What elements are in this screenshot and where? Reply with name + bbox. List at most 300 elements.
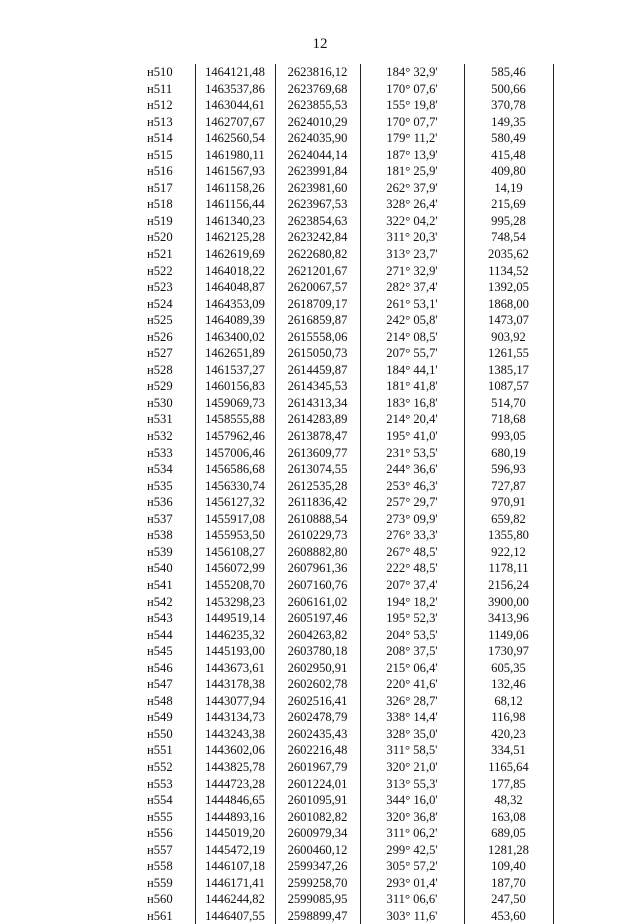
direction-angle-cell: 242° 05,8' (360, 312, 464, 329)
distance-cell: 334,51 (464, 742, 553, 759)
x-coordinate-cell: 1464353,09 (195, 296, 275, 313)
point-name-cell: н522 (147, 263, 173, 278)
distance-cell: 187,70 (464, 875, 553, 892)
distance-cell: 3900,00 (464, 594, 553, 611)
table-row (123, 411, 553, 428)
y-coordinate-cell: 2607961,36 (275, 560, 360, 577)
y-coordinate-cell: 2607160,76 (275, 577, 360, 594)
y-coordinate-cell: 2613074,55 (275, 461, 360, 478)
table-row (123, 478, 553, 495)
point-name-cell: н536 (147, 495, 173, 510)
distance-cell: 748,54 (464, 229, 553, 246)
point-name-cell: н557 (147, 842, 173, 857)
x-coordinate-cell: 1461567,93 (195, 163, 275, 180)
x-coordinate-cell: 1457962,46 (195, 428, 275, 445)
distance-cell: 247,50 (464, 891, 553, 908)
table-row (123, 842, 553, 859)
point-name-cell: н526 (147, 329, 173, 344)
point-name-cell: н543 (147, 611, 173, 626)
distance-cell: 727,87 (464, 478, 553, 495)
distance-cell: 993,05 (464, 428, 553, 445)
x-coordinate-cell: 1462619,69 (195, 246, 275, 263)
y-coordinate-cell: 2600979,34 (275, 825, 360, 842)
point-name-cell: н545 (147, 644, 173, 659)
y-coordinate-cell: 2614345,53 (275, 378, 360, 395)
table-row (123, 676, 553, 693)
point-name-cell: н541 (147, 577, 173, 592)
point-name-cell: н517 (147, 180, 173, 195)
direction-angle-cell: 344° 16,0' (360, 792, 464, 809)
x-coordinate-cell: 1464121,48 (195, 64, 275, 81)
distance-cell: 596,93 (464, 461, 553, 478)
distance-cell: 995,28 (464, 213, 553, 230)
x-coordinate-cell: 1446235,32 (195, 627, 275, 644)
y-coordinate-cell: 2606161,02 (275, 594, 360, 611)
x-coordinate-cell: 1460156,83 (195, 378, 275, 395)
direction-angle-cell: 313° 23,7' (360, 246, 464, 263)
y-coordinate-cell: 2602478,79 (275, 709, 360, 726)
y-coordinate-cell: 2602435,43 (275, 726, 360, 743)
direction-angle-cell: 271° 32,9' (360, 263, 464, 280)
distance-cell: 3413,96 (464, 610, 553, 627)
table-row (123, 643, 553, 660)
table-row (123, 213, 553, 230)
y-coordinate-cell: 2616859,87 (275, 312, 360, 329)
y-coordinate-cell: 2599085,95 (275, 891, 360, 908)
table-row (123, 776, 553, 793)
direction-angle-cell: 214° 08,5' (360, 329, 464, 346)
direction-angle-cell: 207° 55,7' (360, 345, 464, 362)
distance-cell: 1392,05 (464, 279, 553, 296)
table-row (123, 726, 553, 743)
table-row (123, 792, 553, 809)
x-coordinate-cell: 1464018,22 (195, 263, 275, 280)
x-coordinate-cell: 1463400,02 (195, 329, 275, 346)
y-coordinate-cell: 2599347,26 (275, 858, 360, 875)
point-name-cell: н556 (147, 826, 173, 841)
distance-cell: 2035,62 (464, 246, 553, 263)
table-row (123, 627, 553, 644)
point-name-cell: н551 (147, 743, 173, 758)
point-name-cell: н510 (147, 65, 173, 79)
x-coordinate-cell: 1446244,82 (195, 891, 275, 908)
table-row (123, 693, 553, 710)
coordinates-table-container (123, 64, 553, 923)
table-row (123, 560, 553, 577)
y-coordinate-cell: 2623769,68 (275, 81, 360, 98)
distance-cell: 420,23 (464, 726, 553, 743)
point-name-cell: н555 (147, 809, 173, 824)
direction-angle-cell: 267° 48,5' (360, 544, 464, 561)
table-row (123, 891, 553, 908)
y-coordinate-cell: 2602602,78 (275, 676, 360, 693)
table-row (123, 577, 553, 594)
y-coordinate-cell: 2601095,91 (275, 792, 360, 809)
table-row (123, 296, 553, 313)
point-name-cell: н533 (147, 445, 173, 460)
y-coordinate-cell: 2624035,90 (275, 130, 360, 147)
point-name-cell: н524 (147, 296, 173, 311)
direction-angle-cell: 207° 37,4' (360, 577, 464, 594)
x-coordinate-cell: 1461537,27 (195, 362, 275, 379)
distance-cell: 605,35 (464, 660, 553, 677)
table-row (123, 511, 553, 528)
y-coordinate-cell: 2624010,29 (275, 114, 360, 131)
y-coordinate-cell: 2604263,82 (275, 627, 360, 644)
table-row (123, 858, 553, 875)
distance-cell: 116,98 (464, 709, 553, 726)
table-row (123, 114, 553, 131)
point-name-cell: н534 (147, 462, 173, 477)
table-row (123, 196, 553, 213)
point-name-cell: н554 (147, 793, 173, 808)
direction-angle-cell: 311° 58,5' (360, 742, 464, 759)
direction-angle-cell: 231° 53,5' (360, 445, 464, 462)
distance-cell: 580,49 (464, 130, 553, 147)
direction-angle-cell: 257° 29,7' (360, 494, 464, 511)
x-coordinate-cell: 1461980,11 (195, 147, 275, 164)
x-coordinate-cell: 1443673,61 (195, 660, 275, 677)
point-name-cell: н548 (147, 693, 173, 708)
y-coordinate-cell: 2623981,60 (275, 180, 360, 197)
y-coordinate-cell: 2602516,41 (275, 693, 360, 710)
distance-cell: 149,35 (464, 114, 553, 131)
point-name-cell: н513 (147, 114, 173, 129)
point-name-cell: н549 (147, 710, 173, 725)
x-coordinate-cell: 1445193,00 (195, 643, 275, 660)
table-row (123, 610, 553, 627)
direction-angle-cell: 170° 07,7' (360, 114, 464, 131)
y-coordinate-cell: 2613878,47 (275, 428, 360, 445)
distance-cell: 453,60 (464, 908, 553, 924)
direction-angle-cell: 194° 18,2' (360, 594, 464, 611)
table-row (123, 378, 553, 395)
direction-angle-cell: 183° 16,8' (360, 395, 464, 412)
x-coordinate-cell: 1443243,38 (195, 726, 275, 743)
y-coordinate-cell: 2623816,12 (275, 64, 360, 81)
direction-angle-cell: 170° 07,6' (360, 81, 464, 98)
y-coordinate-cell: 2614459,87 (275, 362, 360, 379)
x-coordinate-cell: 1445472,19 (195, 842, 275, 859)
x-coordinate-cell: 1444846,65 (195, 792, 275, 809)
y-coordinate-cell: 2600460,12 (275, 842, 360, 859)
direction-angle-cell: 303° 11,6' (360, 908, 464, 924)
direction-angle-cell: 338° 14,4' (360, 709, 464, 726)
y-coordinate-cell: 2602950,91 (275, 660, 360, 677)
y-coordinate-cell: 2613609,77 (275, 445, 360, 462)
distance-cell: 1087,57 (464, 378, 553, 395)
point-name-cell: н547 (147, 677, 173, 692)
distance-cell: 409,80 (464, 163, 553, 180)
y-coordinate-cell: 2623242,84 (275, 229, 360, 246)
distance-cell: 903,92 (464, 329, 553, 346)
table-row (123, 594, 553, 611)
distance-cell: 370,78 (464, 97, 553, 114)
direction-angle-cell: 305° 57,2' (360, 858, 464, 875)
direction-angle-cell: 187° 13,9' (360, 147, 464, 164)
y-coordinate-cell: 2605197,46 (275, 610, 360, 627)
table-row (123, 908, 553, 924)
x-coordinate-cell: 1443825,78 (195, 759, 275, 776)
table-row (123, 147, 553, 164)
distance-cell: 585,46 (464, 64, 553, 81)
distance-cell: 1178,11 (464, 560, 553, 577)
point-name-cell: н558 (147, 859, 173, 874)
table-row (123, 81, 553, 98)
y-coordinate-cell: 2623991,84 (275, 163, 360, 180)
distance-cell: 922,12 (464, 544, 553, 561)
x-coordinate-cell: 1461156,44 (195, 196, 275, 213)
table-row (123, 163, 553, 180)
x-coordinate-cell: 1462651,89 (195, 345, 275, 362)
y-coordinate-cell: 2611836,42 (275, 494, 360, 511)
direction-angle-cell: 184° 44,1' (360, 362, 464, 379)
direction-angle-cell: 299° 42,5' (360, 842, 464, 859)
distance-cell: 1134,52 (464, 263, 553, 280)
table-row (123, 329, 553, 346)
point-name-cell: н540 (147, 561, 173, 576)
point-name-cell: н525 (147, 313, 173, 328)
x-coordinate-cell: 1456108,27 (195, 544, 275, 561)
x-coordinate-cell: 1464048,87 (195, 279, 275, 296)
distance-cell: 14,19 (464, 180, 553, 197)
table-row (123, 395, 553, 412)
point-name-cell: н523 (147, 280, 173, 295)
y-coordinate-cell: 2618709,17 (275, 296, 360, 313)
y-coordinate-cell: 2623855,53 (275, 97, 360, 114)
x-coordinate-cell: 1446407,55 (195, 908, 275, 924)
distance-cell: 659,82 (464, 511, 553, 528)
point-name-cell: н561 (147, 908, 173, 923)
point-name-cell: н537 (147, 511, 173, 526)
point-name-cell: н516 (147, 164, 173, 179)
x-coordinate-cell: 1463044,61 (195, 97, 275, 114)
table-row (123, 660, 553, 677)
y-coordinate-cell: 2608882,80 (275, 544, 360, 561)
x-coordinate-cell: 1449519,14 (195, 610, 275, 627)
table-row (123, 809, 553, 826)
direction-angle-cell: 326° 28,7' (360, 693, 464, 710)
point-name-cell: н512 (147, 98, 173, 113)
distance-cell: 718,68 (464, 411, 553, 428)
y-coordinate-cell: 2623854,63 (275, 213, 360, 230)
point-name-cell: н515 (147, 147, 173, 162)
y-coordinate-cell: 2598899,47 (275, 908, 360, 924)
x-coordinate-cell: 1456586,68 (195, 461, 275, 478)
y-coordinate-cell: 2621201,67 (275, 263, 360, 280)
direction-angle-cell: 195° 41,0' (360, 428, 464, 445)
distance-cell: 1385,17 (464, 362, 553, 379)
table-row (123, 544, 553, 561)
table-row (123, 362, 553, 379)
table-row (123, 428, 553, 445)
table-row (123, 461, 553, 478)
x-coordinate-cell: 1455208,70 (195, 577, 275, 594)
table-row (123, 64, 553, 81)
table-row (123, 527, 553, 544)
table-row (123, 97, 553, 114)
direction-angle-cell: 320° 21,0' (360, 759, 464, 776)
point-name-cell: н519 (147, 213, 173, 228)
y-coordinate-cell: 2615558,06 (275, 329, 360, 346)
y-coordinate-cell: 2622680,82 (275, 246, 360, 263)
point-name-cell: н518 (147, 197, 173, 212)
point-name-cell: н514 (147, 131, 173, 146)
coordinates-table-body (123, 64, 553, 924)
point-name-cell: н532 (147, 429, 173, 444)
table-row (123, 345, 553, 362)
direction-angle-cell: 179° 11,2' (360, 130, 464, 147)
x-coordinate-cell: 1456072,99 (195, 560, 275, 577)
direction-angle-cell: 311° 06,6' (360, 891, 464, 908)
y-coordinate-cell: 2602216,48 (275, 742, 360, 759)
table-row (123, 742, 553, 759)
distance-cell: 500,66 (464, 81, 553, 98)
direction-angle-cell: 313° 55,3' (360, 776, 464, 793)
table-row (123, 494, 553, 511)
x-coordinate-cell: 1444893,16 (195, 809, 275, 826)
y-coordinate-cell: 2614313,34 (275, 395, 360, 412)
table-row (123, 445, 553, 462)
direction-angle-cell: 261° 53,1' (360, 296, 464, 313)
point-name-cell: н521 (147, 247, 173, 262)
distance-cell: 177,85 (464, 776, 553, 793)
point-name-cell: н531 (147, 412, 173, 427)
direction-angle-cell: 262° 37,9' (360, 180, 464, 197)
x-coordinate-cell: 1445019,20 (195, 825, 275, 842)
x-coordinate-cell: 1444723,28 (195, 776, 275, 793)
direction-angle-cell: 208° 37,5' (360, 643, 464, 660)
direction-angle-cell: 155° 19,8' (360, 97, 464, 114)
point-name-cell: н552 (147, 759, 173, 774)
distance-cell: 415,48 (464, 147, 553, 164)
table-row (123, 130, 553, 147)
point-name-cell: н550 (147, 726, 173, 741)
direction-angle-cell: 181° 41,8' (360, 378, 464, 395)
x-coordinate-cell: 1464089,39 (195, 312, 275, 329)
distance-cell: 680,19 (464, 445, 553, 462)
direction-angle-cell: 328° 35,0' (360, 726, 464, 743)
distance-cell: 163,08 (464, 809, 553, 826)
y-coordinate-cell: 2612535,28 (275, 478, 360, 495)
direction-angle-cell: 282° 37,4' (360, 279, 464, 296)
distance-cell: 215,69 (464, 196, 553, 213)
distance-cell: 1473,07 (464, 312, 553, 329)
point-name-cell: н560 (147, 892, 173, 907)
x-coordinate-cell: 1443134,73 (195, 709, 275, 726)
point-name-cell: н559 (147, 875, 173, 890)
x-coordinate-cell: 1461340,23 (195, 213, 275, 230)
y-coordinate-cell: 2615050,73 (275, 345, 360, 362)
direction-angle-cell: 215° 06,4' (360, 660, 464, 677)
y-coordinate-cell: 2601967,79 (275, 759, 360, 776)
table-row (123, 246, 553, 263)
point-name-cell: н538 (147, 528, 173, 543)
point-name-cell: н553 (147, 776, 173, 791)
direction-angle-cell: 293° 01,4' (360, 875, 464, 892)
y-coordinate-cell: 2620067,57 (275, 279, 360, 296)
direction-angle-cell: 195° 52,3' (360, 610, 464, 627)
table-row (123, 263, 553, 280)
coordinates-table (123, 64, 554, 924)
direction-angle-cell: 320° 36,8' (360, 809, 464, 826)
point-name-cell: н511 (147, 81, 173, 96)
table-row (123, 180, 553, 197)
x-coordinate-cell: 1458555,88 (195, 411, 275, 428)
table-row (123, 825, 553, 842)
direction-angle-cell: 276° 33,3' (360, 527, 464, 544)
x-coordinate-cell: 1459069,73 (195, 395, 275, 412)
point-name-cell: н529 (147, 379, 173, 394)
y-coordinate-cell: 2603780,18 (275, 643, 360, 660)
point-name-cell: н527 (147, 346, 173, 361)
distance-cell: 1281,28 (464, 842, 553, 859)
x-coordinate-cell: 1462125,28 (195, 229, 275, 246)
distance-cell: 970,91 (464, 494, 553, 511)
point-name-cell: н535 (147, 478, 173, 493)
y-coordinate-cell: 2610229,73 (275, 527, 360, 544)
y-coordinate-cell: 2614283,89 (275, 411, 360, 428)
direction-angle-cell: 311° 06,2' (360, 825, 464, 842)
distance-cell: 514,70 (464, 395, 553, 412)
x-coordinate-cell: 1462560,54 (195, 130, 275, 147)
x-coordinate-cell: 1461158,26 (195, 180, 275, 197)
point-name-cell: н530 (147, 395, 173, 410)
direction-angle-cell: 311° 20,3' (360, 229, 464, 246)
direction-angle-cell: 244° 36,6' (360, 461, 464, 478)
distance-cell: 2156,24 (464, 577, 553, 594)
y-coordinate-cell: 2610888,54 (275, 511, 360, 528)
x-coordinate-cell: 1453298,23 (195, 594, 275, 611)
distance-cell: 1165,64 (464, 759, 553, 776)
y-coordinate-cell: 2623967,53 (275, 196, 360, 213)
table-row (123, 312, 553, 329)
direction-angle-cell: 273° 09,9' (360, 511, 464, 528)
x-coordinate-cell: 1446171,41 (195, 875, 275, 892)
point-name-cell: н544 (147, 627, 173, 642)
direction-angle-cell: 222° 48,5' (360, 560, 464, 577)
table-row (123, 875, 553, 892)
x-coordinate-cell: 1457006,46 (195, 445, 275, 462)
x-coordinate-cell: 1463537,86 (195, 81, 275, 98)
point-name-cell: н520 (147, 230, 173, 245)
direction-angle-cell: 184° 32,9' (360, 64, 464, 81)
distance-cell: 132,46 (464, 676, 553, 693)
x-coordinate-cell: 1443602,06 (195, 742, 275, 759)
y-coordinate-cell: 2624044,14 (275, 147, 360, 164)
distance-cell: 68,12 (464, 693, 553, 710)
y-coordinate-cell: 2601224,01 (275, 776, 360, 793)
page-number: 12 (312, 36, 328, 52)
direction-angle-cell: 204° 53,5' (360, 627, 464, 644)
x-coordinate-cell: 1443178,38 (195, 676, 275, 693)
distance-cell: 689,05 (464, 825, 553, 842)
point-name-cell: н542 (147, 594, 173, 609)
direction-angle-cell: 322° 04,2' (360, 213, 464, 230)
distance-cell: 1355,80 (464, 527, 553, 544)
distance-cell: 109,40 (464, 858, 553, 875)
table-row (123, 759, 553, 776)
direction-angle-cell: 220° 41,6' (360, 676, 464, 693)
x-coordinate-cell: 1455953,50 (195, 527, 275, 544)
table-row (123, 229, 553, 246)
x-coordinate-cell: 1443077,94 (195, 693, 275, 710)
x-coordinate-cell: 1446107,18 (195, 858, 275, 875)
distance-cell: 1149,06 (464, 627, 553, 644)
x-coordinate-cell: 1456127,32 (195, 494, 275, 511)
table-row (123, 709, 553, 726)
point-name-cell: н539 (147, 544, 173, 559)
